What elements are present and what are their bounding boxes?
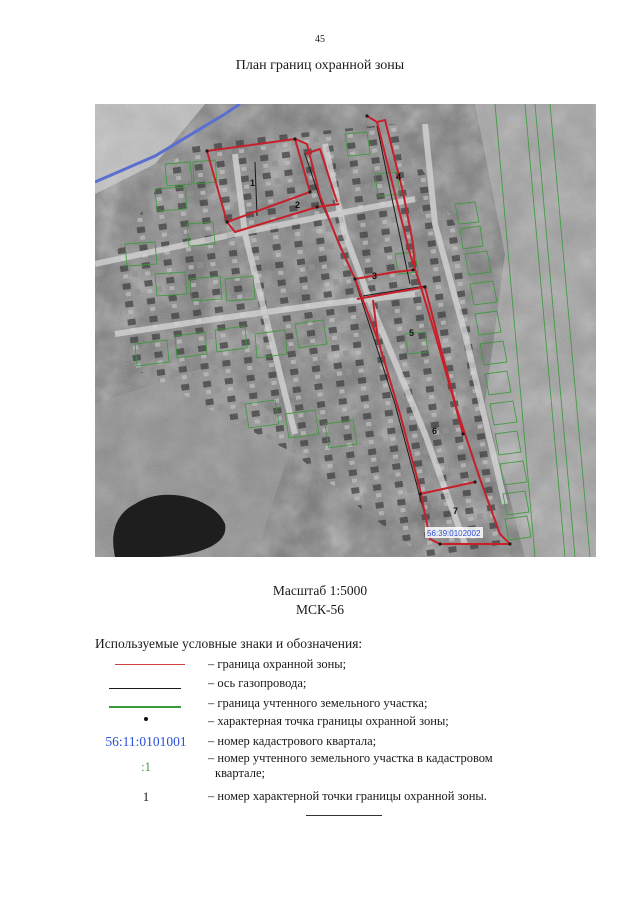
coordinate-system: МСК-56 <box>295 602 344 617</box>
image-grain <box>95 104 596 557</box>
point-label-2: 2 <box>295 200 301 210</box>
legend-text: – характерная точка границы охранной зоны; <box>208 714 449 728</box>
point-label-3: 3 <box>372 271 378 281</box>
cadastral-quarter-label: 56:39:0102002 <box>427 529 481 538</box>
legend-title: Используемые условные знаки и обозначения: <box>95 636 363 651</box>
legend-text: – номер кадастрового квартала; <box>208 734 377 748</box>
point-label-1: 1 <box>250 178 256 188</box>
point-label-4: 4 <box>396 172 402 182</box>
map-view[interactable] <box>95 104 596 557</box>
legend-text: – граница учтенного земельного участка; <box>208 696 428 710</box>
cadastral-number-symbol: 56:11:0101001 <box>105 734 187 749</box>
legend-item-gas-axis <box>95 676 565 694</box>
legend-text: – граница охранной зоны; <box>208 657 347 671</box>
legend-item-cadastral-quarter <box>95 734 565 752</box>
legend-item-parcel-number <box>95 751 565 785</box>
legend-text: – номер характерной точки границы охранной зоны. <box>208 789 487 803</box>
green-line-symbol <box>109 706 181 708</box>
map-scale <box>0 581 640 619</box>
legend-item-point <box>95 714 565 732</box>
black-line-symbol <box>109 688 181 689</box>
legend-text: – номер учтенного земельного участка в кадастровом квартале; <box>208 751 493 780</box>
legend-item-zone-boundary <box>95 657 565 675</box>
page-number: 45 <box>315 34 325 45</box>
parcel-number-symbol: :1 <box>141 760 151 774</box>
point-number-symbol: 1 <box>142 789 150 804</box>
point-label-5: 5 <box>409 328 415 338</box>
satellite-map <box>95 104 596 557</box>
point-label-7: 7 <box>453 506 459 516</box>
page-title: План границ охранной зоны <box>235 58 405 73</box>
dot-symbol <box>144 717 148 721</box>
legend-text: – ось газопровода; <box>208 676 307 690</box>
legend-item-point-number <box>95 789 565 807</box>
red-line-symbol <box>115 664 185 665</box>
legend-item-parcel-boundary <box>95 696 565 714</box>
scale-ratio: Масштаб 1:5000 <box>272 583 368 598</box>
footer-divider <box>306 815 382 816</box>
point-label-6: 6 <box>432 426 438 436</box>
